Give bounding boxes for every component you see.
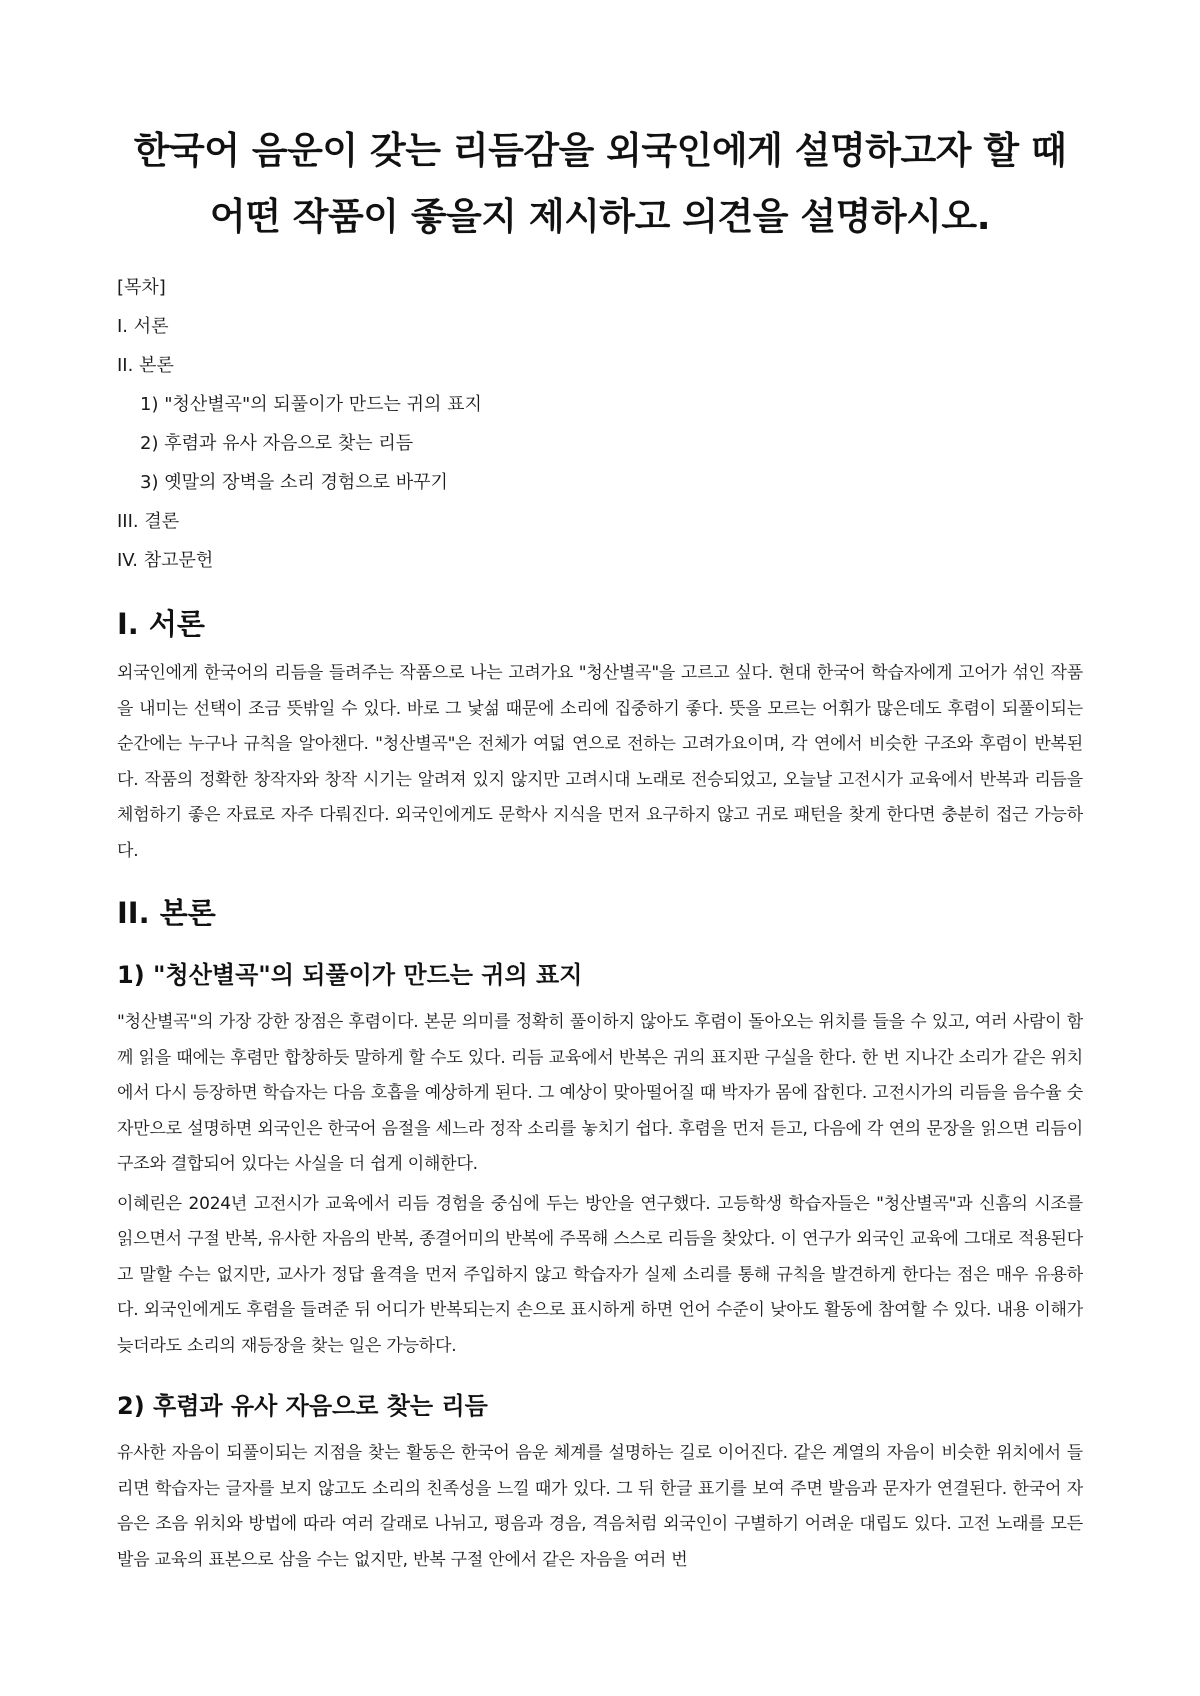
section-heading-intro: I. 서론 <box>117 607 205 641</box>
table-of-contents <box>117 268 1083 580</box>
toc-item: I. 서론 <box>117 316 169 337</box>
toc-item: 3) 옛말의 장벽을 소리 경험으로 바꾸기 <box>140 472 448 493</box>
subsection-heading-2: 2) 후렴과 유사 자음으로 찾는 리듬 <box>117 1392 488 1420</box>
toc-item: II. 본론 <box>117 355 174 376</box>
body-paragraph: "청산별곡"의 가장 강한 장점은 후렴이다. 본문 의미를 정확히 풀이하지 않아도 후렴이 돌아오는 위치를 들을 수 있고, 여러 사람이 함께 읽을 때에는 후렴만 합창하듯 말하게 할 수도 있다. 리듬 교육에서 반복은 귀의 표지판 구실을 한다. 한 번 지나간 소리가 같은 위치에서 다시 등장하면 학습자는 다음 호흡을 예상하게 된다. 그 예상이 맞아떨어질 때 박자가 몸에 잡힌다. 고전시가의 리듬을 음수율 숫자만으로 설명하면 외국인은 한국어 음절을 세느라 정작 소리를 놓치기 쉽다. 후렴을 먼저 듣고, 다음에 각 연의 문장을 읽으면 리듬이 구조와 결합되어 있다는 사실을 더 쉽게 이해한다. <box>117 1012 1083 1174</box>
intro-paragraph: 외국인에게 한국어의 리듬을 들려주는 작품으로 나는 고려가요 "청산별곡"을 고르고 싶다. 현대 한국어 학습자에게 고어가 섞인 작품을 내미는 선택이 조금 뜻밖일 수 있다. 바로 그 낯섦 때문에 소리에 집중하기 좋다. 뜻을 모르는 어휘가 많은데도 후렴이 되풀이되는 순간에는 누구나 규칙을 알아챈다. "청산별곡"은 전체가 여덟 연으로 전하는 고려가요이며, 각 연에서 비슷한 구조와 후렴이 반복된다. 작품의 정확한 창작자와 창작 시기는 알려져 있지 않지만 고려시대 노래로 전승되었고, 오늘날 고전시가 교육에서 반복과 리듬을 체험하기 좋은 자료로 자주 다뤄진다. 외국인에게도 문학사 지식을 먼저 요구하지 않고 귀로 패턴을 찾게 한다면 충분히 접근 가능하다. <box>117 663 1083 861</box>
subsection-heading-1: 1) "청산별곡"의 되풀이가 만드는 귀의 표지 <box>117 961 583 989</box>
document-title: 한국어 음운이 갖는 리듬감을 외국인에게 설명하고자 할 때 어떤 작품이 좋을지 제시하고 의견을 설명하시오. <box>133 129 1067 238</box>
toc-item: 1) "청산별곡"의 되풀이가 만드는 귀의 표지 <box>140 394 482 415</box>
toc-heading: [목차] <box>117 277 166 298</box>
section-heading-body: II. 본론 <box>117 896 216 930</box>
body-paragraph: 유사한 자음이 되풀이되는 지점을 찾는 활동은 한국어 음운 체계를 설명하는 길로 이어진다. 같은 계열의 자음이 비슷한 위치에서 들리면 학습자는 글자를 보지 않고도 소리의 친족성을 느낄 때가 있다. 그 뒤 한글 표기를 보여 주면 발음과 문자가 연결된다. 한국어 자음은 조음 위치와 방법에 따라 여러 갈래로 나뉘고, 평음과 경음, 격음처럼 외국인이 구별하기 어려운 대립도 있다. 고전 노래를 모든 발음 교육의 표본으로 삼을 수는 없지만, 반복 구절 안에서 같은 자음을 여러 번 <box>117 1443 1083 1570</box>
toc-item: IV. 참고문헌 <box>117 550 214 571</box>
toc-item: 2) 후렴과 유사 자음으로 찾는 리듬 <box>140 433 414 454</box>
toc-item: III. 결론 <box>117 511 180 532</box>
body-paragraph: 이혜린은 2024년 고전시가 교육에서 리듬 경험을 중심에 두는 방안을 연구했다. 고등학생 학습자들은 "청산별곡"과 신흠의 시조를 읽으면서 구절 반복, 유사한 자음의 반복, 종결어미의 반복에 주목해 스스로 리듬을 찾았다. 이 연구가 외국인 교육에 그대로 적용된다고 말할 수는 없지만, 교사가 정답 율격을 먼저 주입하지 않고 학습자가 실제 소리를 통해 규칙을 발견하게 한다는 점은 매우 유용하다. 외국인에게도 후렴을 들려준 뒤 어디가 반복되는지 손으로 표시하게 하면 언어 수준이 낮아도 활동에 참여할 수 있다. 내용 이해가 늦더라도 소리의 재등장을 찾는 일은 가능하다. <box>117 1193 1083 1356</box>
document-page <box>117 0 1083 1578</box>
